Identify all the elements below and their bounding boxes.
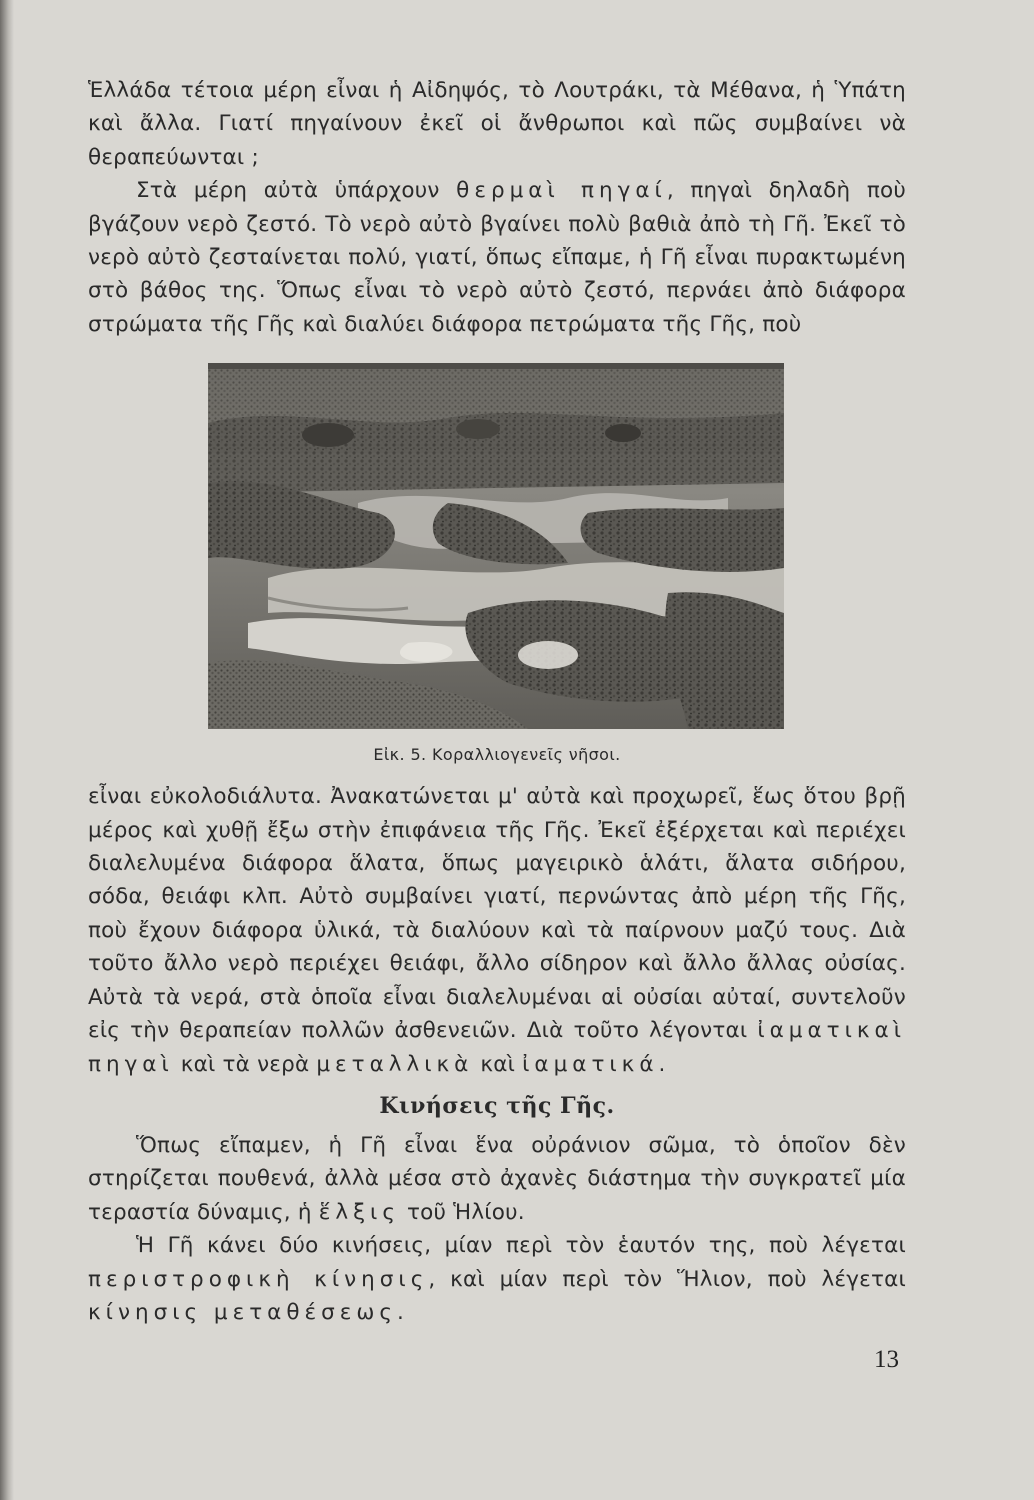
section-heading: Κινήσεις τῆς Γῆς.: [379, 1092, 615, 1119]
spaced-term-thermal-springs: θερμαὶ πηγαί: [456, 178, 667, 204]
coral-islands-illustration: [208, 363, 784, 729]
text-segment: Στὰ μέρη αὐτὰ ὑπάρχουν: [136, 178, 457, 204]
paragraph-thermal-springs: [88, 174, 906, 341]
paragraph-earth-motions: [88, 1229, 906, 1329]
text-segment: καὶ τὰ νερὰ: [173, 1051, 317, 1077]
paragraph-mineral-waters: [88, 780, 906, 1081]
spaced-term-metallic: μεταλλικὰ: [316, 1051, 474, 1077]
text-segment: καὶ: [473, 1051, 523, 1077]
paragraph-intro: Ἑλλάδα τέτοια μέρη εἶναι ἡ Αἰδηψός, τὸ Λουτράκι, τὰ Μέθανα, ἡ Ὑπάτη καὶ ἄλλα. Γιατί πηγαίνουν ἐκεῖ οἱ ἄνθρωποι καὶ πῶς συμβαίνει νὰ θεραπεύωνται ;: [88, 78, 906, 170]
paragraph-earth-body: [88, 1129, 906, 1229]
text-segment: Ὅπως εἴπαμεν, ἡ Γῆ εἶναι ἕνα οὐράνιον σῶμα, τὸ ὁποῖον δὲν στηρίζεται πουθενά, ἀλλὰ μέσα στὸ ἀχανὲς διάστημα τὴν συγκρατεῖ μία τεραστία δύναμις, ἡ: [88, 1132, 906, 1225]
spaced-term-healing-springs: ἰαματικαὶ πηγαὶ: [88, 1018, 906, 1077]
text-segment: Ἡ Γῆ κάνει δύο κινήσεις, μίαν περὶ τὸν ἑαυτόν της, ποὺ λέγεται: [136, 1233, 906, 1259]
spaced-term-healing: ἰαματικά: [522, 1051, 659, 1077]
book-spine-shadow: [0, 0, 14, 1500]
figure-coral-islands: [208, 363, 784, 729]
page-body: [88, 74, 906, 1329]
text-segment: εἶναι εὐκολοδιάλυτα. Ἀνακατώνεται μ' αὐτὰ καὶ προχωρεῖ, ἕως ὅτου βρῇ μέρος καὶ χυθῇ ἔξω στὴν ἐπιφάνεια τῆς Γῆς. Ἐκεῖ ἐξέρχεται καὶ περιέχει διαλελυμένα διάφορα ἅλατα, ὅπως μαγειρικὸ ἁλάτι, ἅλατα σιδήρου, σόδα, θειάφι κλπ. Αὐτὸ συμβαίνει γιατί, περνώντας ἀπὸ μέρη τῆς Γῆς, ποὺ ἔχουν διάφορα ὑλικά, τὰ διαλύουν καὶ τὰ παίρνουν μαζύ τους. Διὰ τοῦτο ἄλλο νερὸ περιέχει θειάφι, ἄλλο σίδηρον καὶ ἄλλο ἄλλας οὐσίας. Αὐτὰ τὰ νερά, στὰ ὁποῖα εἶναι διαλελυμέναι αἱ οὐσίαι αὐταί, συντελοῦν εἰς τὴν θεραπείαν πολλῶν ἀσθενειῶν. Διὰ τοῦτο λέγονται: [88, 784, 906, 1044]
text-segment: , καὶ μίαν περὶ τὸν Ἥλιον, ποὺ λέγεται: [428, 1266, 906, 1292]
spaced-term-revolution: κίνησις μεταθέσεως: [88, 1299, 397, 1325]
spaced-term-rotation: περιστροφικὴ κίνησις: [88, 1266, 429, 1292]
page-number: 13: [874, 1346, 899, 1373]
text-segment: τοῦ Ἡλίου.: [399, 1199, 525, 1225]
text-segment: .: [658, 1051, 666, 1077]
figure-caption: Εἰκ. 5. Κοραλλιογενεῖς νῆσοι.: [373, 745, 621, 765]
spaced-term-attraction: ἕλξις: [318, 1199, 400, 1225]
text-segment: .: [397, 1299, 405, 1325]
text-segment: , πηγαὶ δηλαδὴ ποὺ βγάζουν νερὸ ζεστό. Τὸ νερὸ αὐτὸ βγαίνει πολὺ βαθιὰ ἀπὸ τὴ Γῆ. Ἐκεῖ τὸ νερὸ αὐτὸ ζεσταίνεται πολύ, γιατί, ὅπως εἴπαμε, ἡ Γῆ εἶναι πυρακτωμένη στὸ βάθος της. Ὅπως εἶναι τὸ νερὸ αὐτὸ ζεστό, περνάει ἀπὸ διάφορα στρώματα τῆς Γῆς καὶ διαλύει διάφορα πετρώματα τῆς Γῆς, ποὺ: [88, 178, 906, 337]
